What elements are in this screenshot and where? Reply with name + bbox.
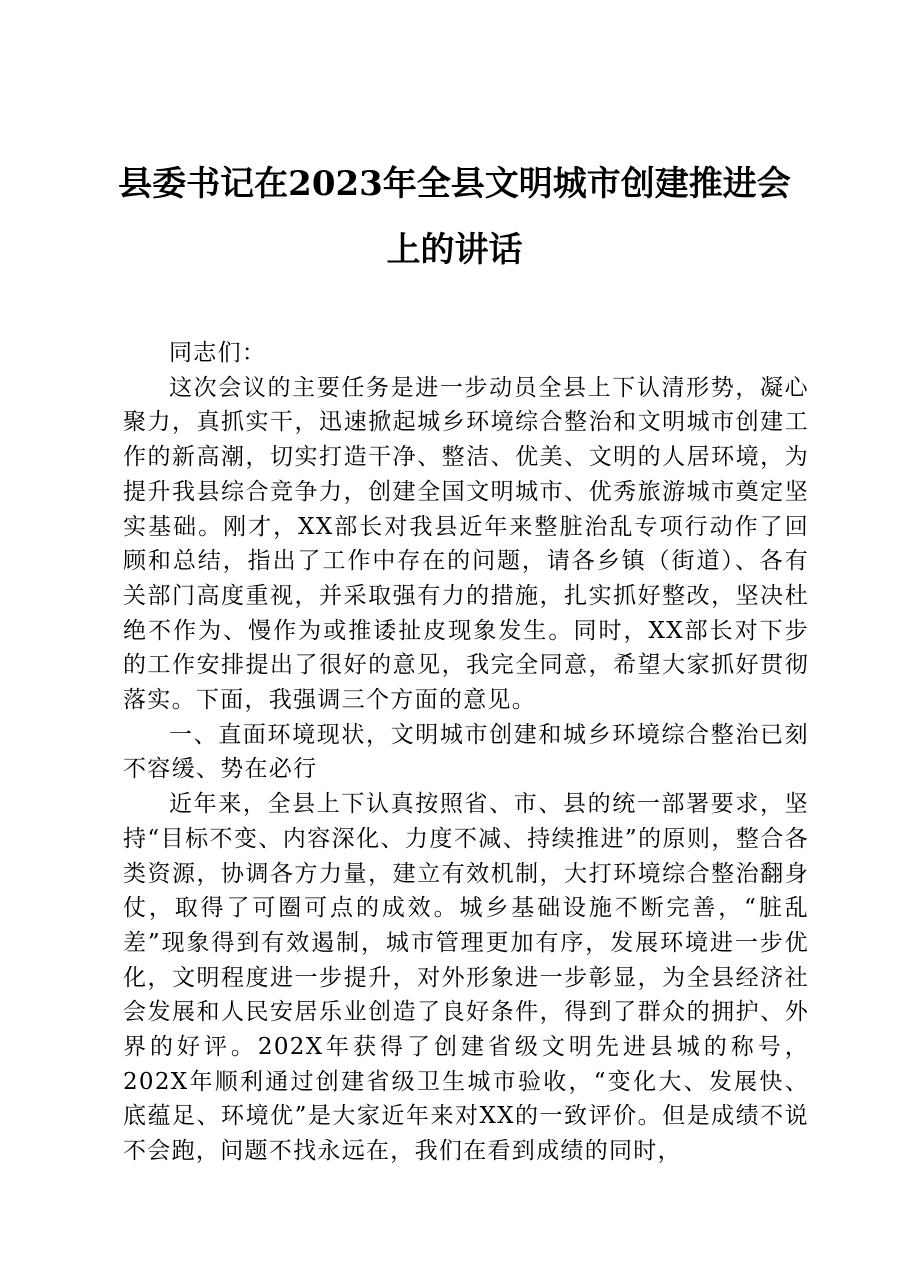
- document-title-line-2: 上的讲话: [386, 230, 523, 270]
- section-heading-1: 一、直面环境现状，文明城市创建和城乡环境综合整治已刻不容缓、势在必行: [123, 721, 809, 783]
- document-title-line-1: 县委书记在2023年全县文明城市创建推进会: [118, 164, 791, 204]
- paragraph-achievements: 近年来，全县上下认真按照省、市、县的统一部署要求，坚持“目标不变、内容深化、力度不减、持续推进”的原则，整合各类资源，协调各方力量，建立有效机制，大打环境综合整治翻身仗，取得了可圈可点的成效。城乡基础设施不断完善，“脏乱差”现象得到有效遏制，城市管理更加有序，发展环境进一步优化，文明程度进一步提升，对外形象进一步彰显，为全县经济社会发展和人民安居乐业创造了良好条件，得到了群众的拥护、外界的好评。202X年获得了创建省级文明先进县城的称号，202X年顺利通过创建省级卫生城市验收，“变化大、发展快、底蕴足、环境优”是大家近年来对XX的一致评价。但是成绩不说不会跑，问题不找永远在，我们在看到成绩的同时，: [123, 791, 809, 1165]
- paragraph-intro: 这次会议的主要任务是进一步动员全县上下认清形势，凝心聚力，真抓实干，迅速掀起城乡环境综合整治和文明城市创建工作的新高潮，切实打造干净、整洁、优美、文明的人居环境，为提升我县综合竞争力，创建全国文明城市、优秀旅游城市奠定坚实基础。刚才，XX部长对我县近年来整脏治乱专项行动作了回顾和总结，指出了工作中存在的问题，请各乡镇（街道）、各有关部门高度重视，并采取强有力的措施，扎实抓好整改，坚决杜绝不作为、慢作为或推诿扯皮现象发生。同时，XX部长对下步的工作安排提出了很好的意见，我完全同意，希望大家抓好贯彻落实。下面，我强调三个方面的意见。: [123, 374, 809, 714]
- salutation: 同志们：: [169, 340, 267, 366]
- document-body: [123, 336, 809, 1169]
